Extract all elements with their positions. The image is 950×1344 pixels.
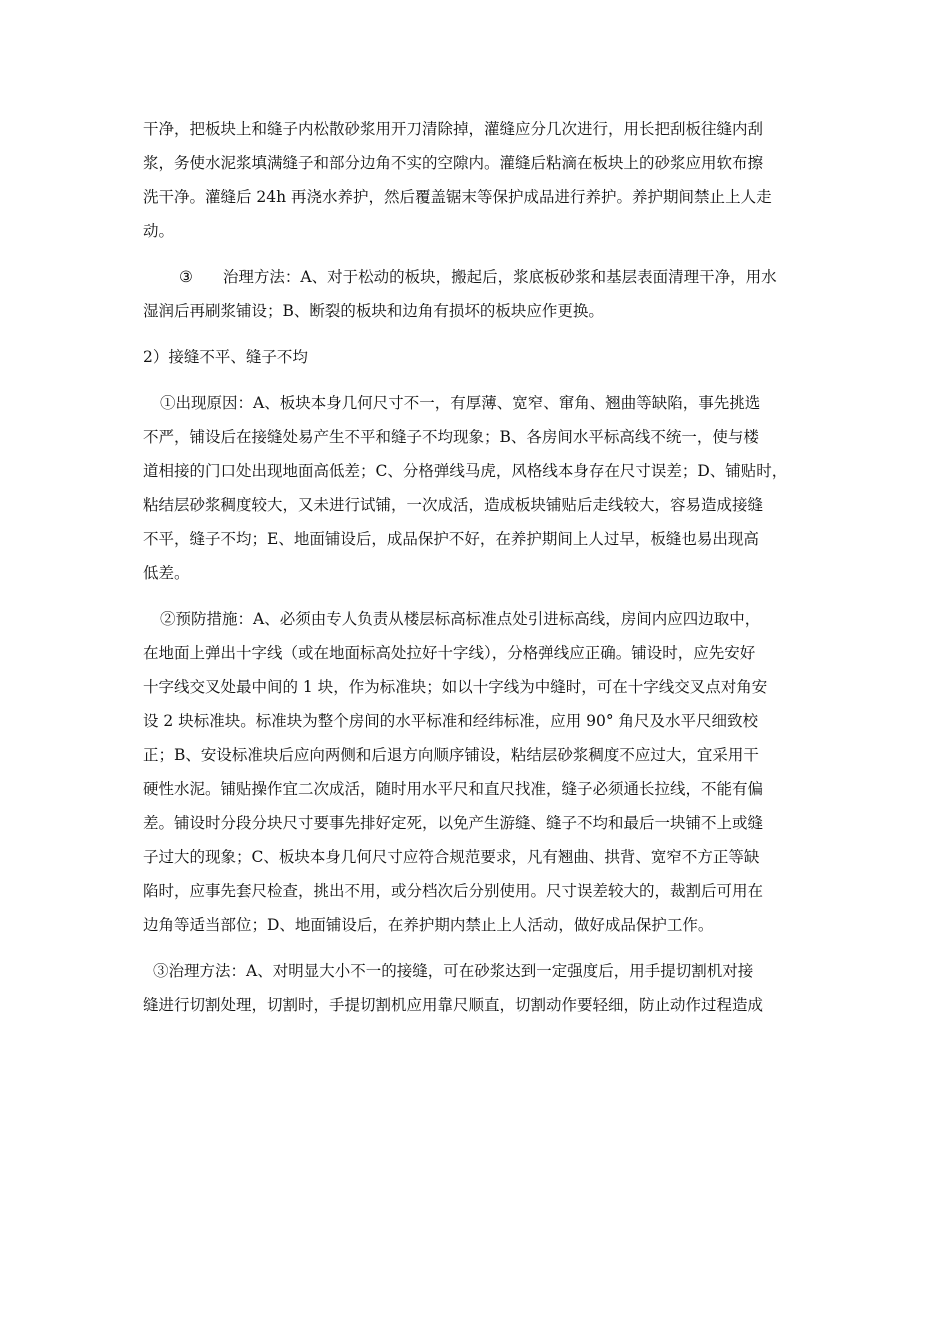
- text-line: 设 2 块标准块。标准块为整个房间的水平标准和经纬标准，应用 90° 角尺及水平尺细致校: [143, 712, 759, 730]
- text-line: 不平，缝子不均；E、地面铺设后，成品保护不好，在养护期间上人过早，板缝也易出现高: [143, 530, 759, 548]
- section-heading: [143, 340, 823, 374]
- text-line: 低差。: [143, 564, 190, 582]
- text-line: 缝进行切割处理，切割时，手提切割机应用靠尺顺直，切割动作要轻细，防止动作过程造成: [143, 996, 764, 1014]
- paragraph-grout-cleaning: [143, 112, 823, 248]
- paragraph-treatment-method-2: [143, 954, 823, 1022]
- heading-text: 2）接缝不平、缝子不均: [143, 348, 308, 366]
- text-line: 在地面上弹出十字线（或在地面标高处拉好十字线），分格弹线应正确。铺设时，应先安好: [143, 644, 756, 662]
- text-line: 陷时，应事先套尺检查，挑出不用，或分档次后分别使用。尺寸误差较大的，裁割后可用在: [143, 882, 764, 900]
- document-body: [143, 112, 823, 1022]
- text-line: 洗干净。灌缝后 24h 再浇水养护，然后覆盖锯末等保护成品进行养护。养护期间禁止上人走: [143, 188, 772, 206]
- paragraph-treatment-method-1: [143, 260, 823, 328]
- text-line: 粘结层砂浆稠度较大，又未进行试铺，一次成活，造成板块铺贴后走线较大，容易造成接缝: [143, 496, 764, 514]
- text-line: 湿润后再刷浆铺设；B、断裂的板块和边角有损坏的板块应作更换。: [143, 302, 604, 320]
- text-line: 治理方法：A、对于松动的板块，搬起后，浆底板砂浆和基层表面清理干净，用水: [222, 268, 777, 286]
- text-line: 十字线交叉处最中间的 1 块，作为标准块；如以十字线为中缝时，可在十字线交叉点对角安: [143, 678, 768, 696]
- text-line: 差。铺设时分段分块尺寸要事先排好定死，以免产生游缝、缝子不均和最后一块铺不上或缝: [143, 814, 764, 832]
- text-line: 不严，铺设后在接缝处易产生不平和缝子不均现象；B、各房间水平标高线不统一，使与楼: [143, 428, 759, 446]
- text-line: 子过大的现象；C、板块本身几何尺寸应符合规范要求，凡有翘曲、拱背、宽窄不方正等缺: [143, 848, 760, 866]
- text-line: 浆，务使水泥浆填满缝子和部分边角不实的空隙内。灌缝后粘滴在板块上的砂浆应用软布擦: [143, 154, 764, 172]
- text-line: 道相接的门口处出现地面高低差；C、分格弹线马虎，风格线本身存在尺寸误差；D、铺贴时，: [143, 462, 788, 480]
- list-marker: ③: [179, 268, 193, 286]
- text-line: ③治理方法：A、对明显大小不一的接缝，可在砂浆达到一定强度后，用手提切割机对接: [153, 962, 754, 980]
- text-line: ①出现原因：A、板块本身几何尺寸不一，有厚薄、宽窄、窜角、翘曲等缺陷，事先挑选: [160, 394, 761, 412]
- text-line: ②预防措施：A、必须由专人负责从楼层标高标准点处引进标高线，房间内应四边取中，: [160, 610, 761, 628]
- paragraph-prevention: [143, 602, 823, 942]
- text-line: 动。: [143, 222, 175, 240]
- text-line: 正；B、安设标准块后应向两侧和后退方向顺序铺设，粘结层砂浆稠度不应过大，宜采用干: [143, 746, 759, 764]
- text-line: 干净，把板块上和缝子内松散砂浆用开刀清除掉，灌缝应分几次进行，用长把刮板往缝内刮: [143, 120, 764, 138]
- paragraph-causes: [143, 386, 823, 590]
- text-line: 硬性水泥。铺贴操作宜二次成活，随时用水平尺和直尺找准，缝子必须通长拉线，不能有偏: [143, 780, 764, 798]
- text-line: 边角等适当部位；D、地面铺设后，在养护期内禁止上人活动，做好成品保护工作。: [143, 916, 714, 934]
